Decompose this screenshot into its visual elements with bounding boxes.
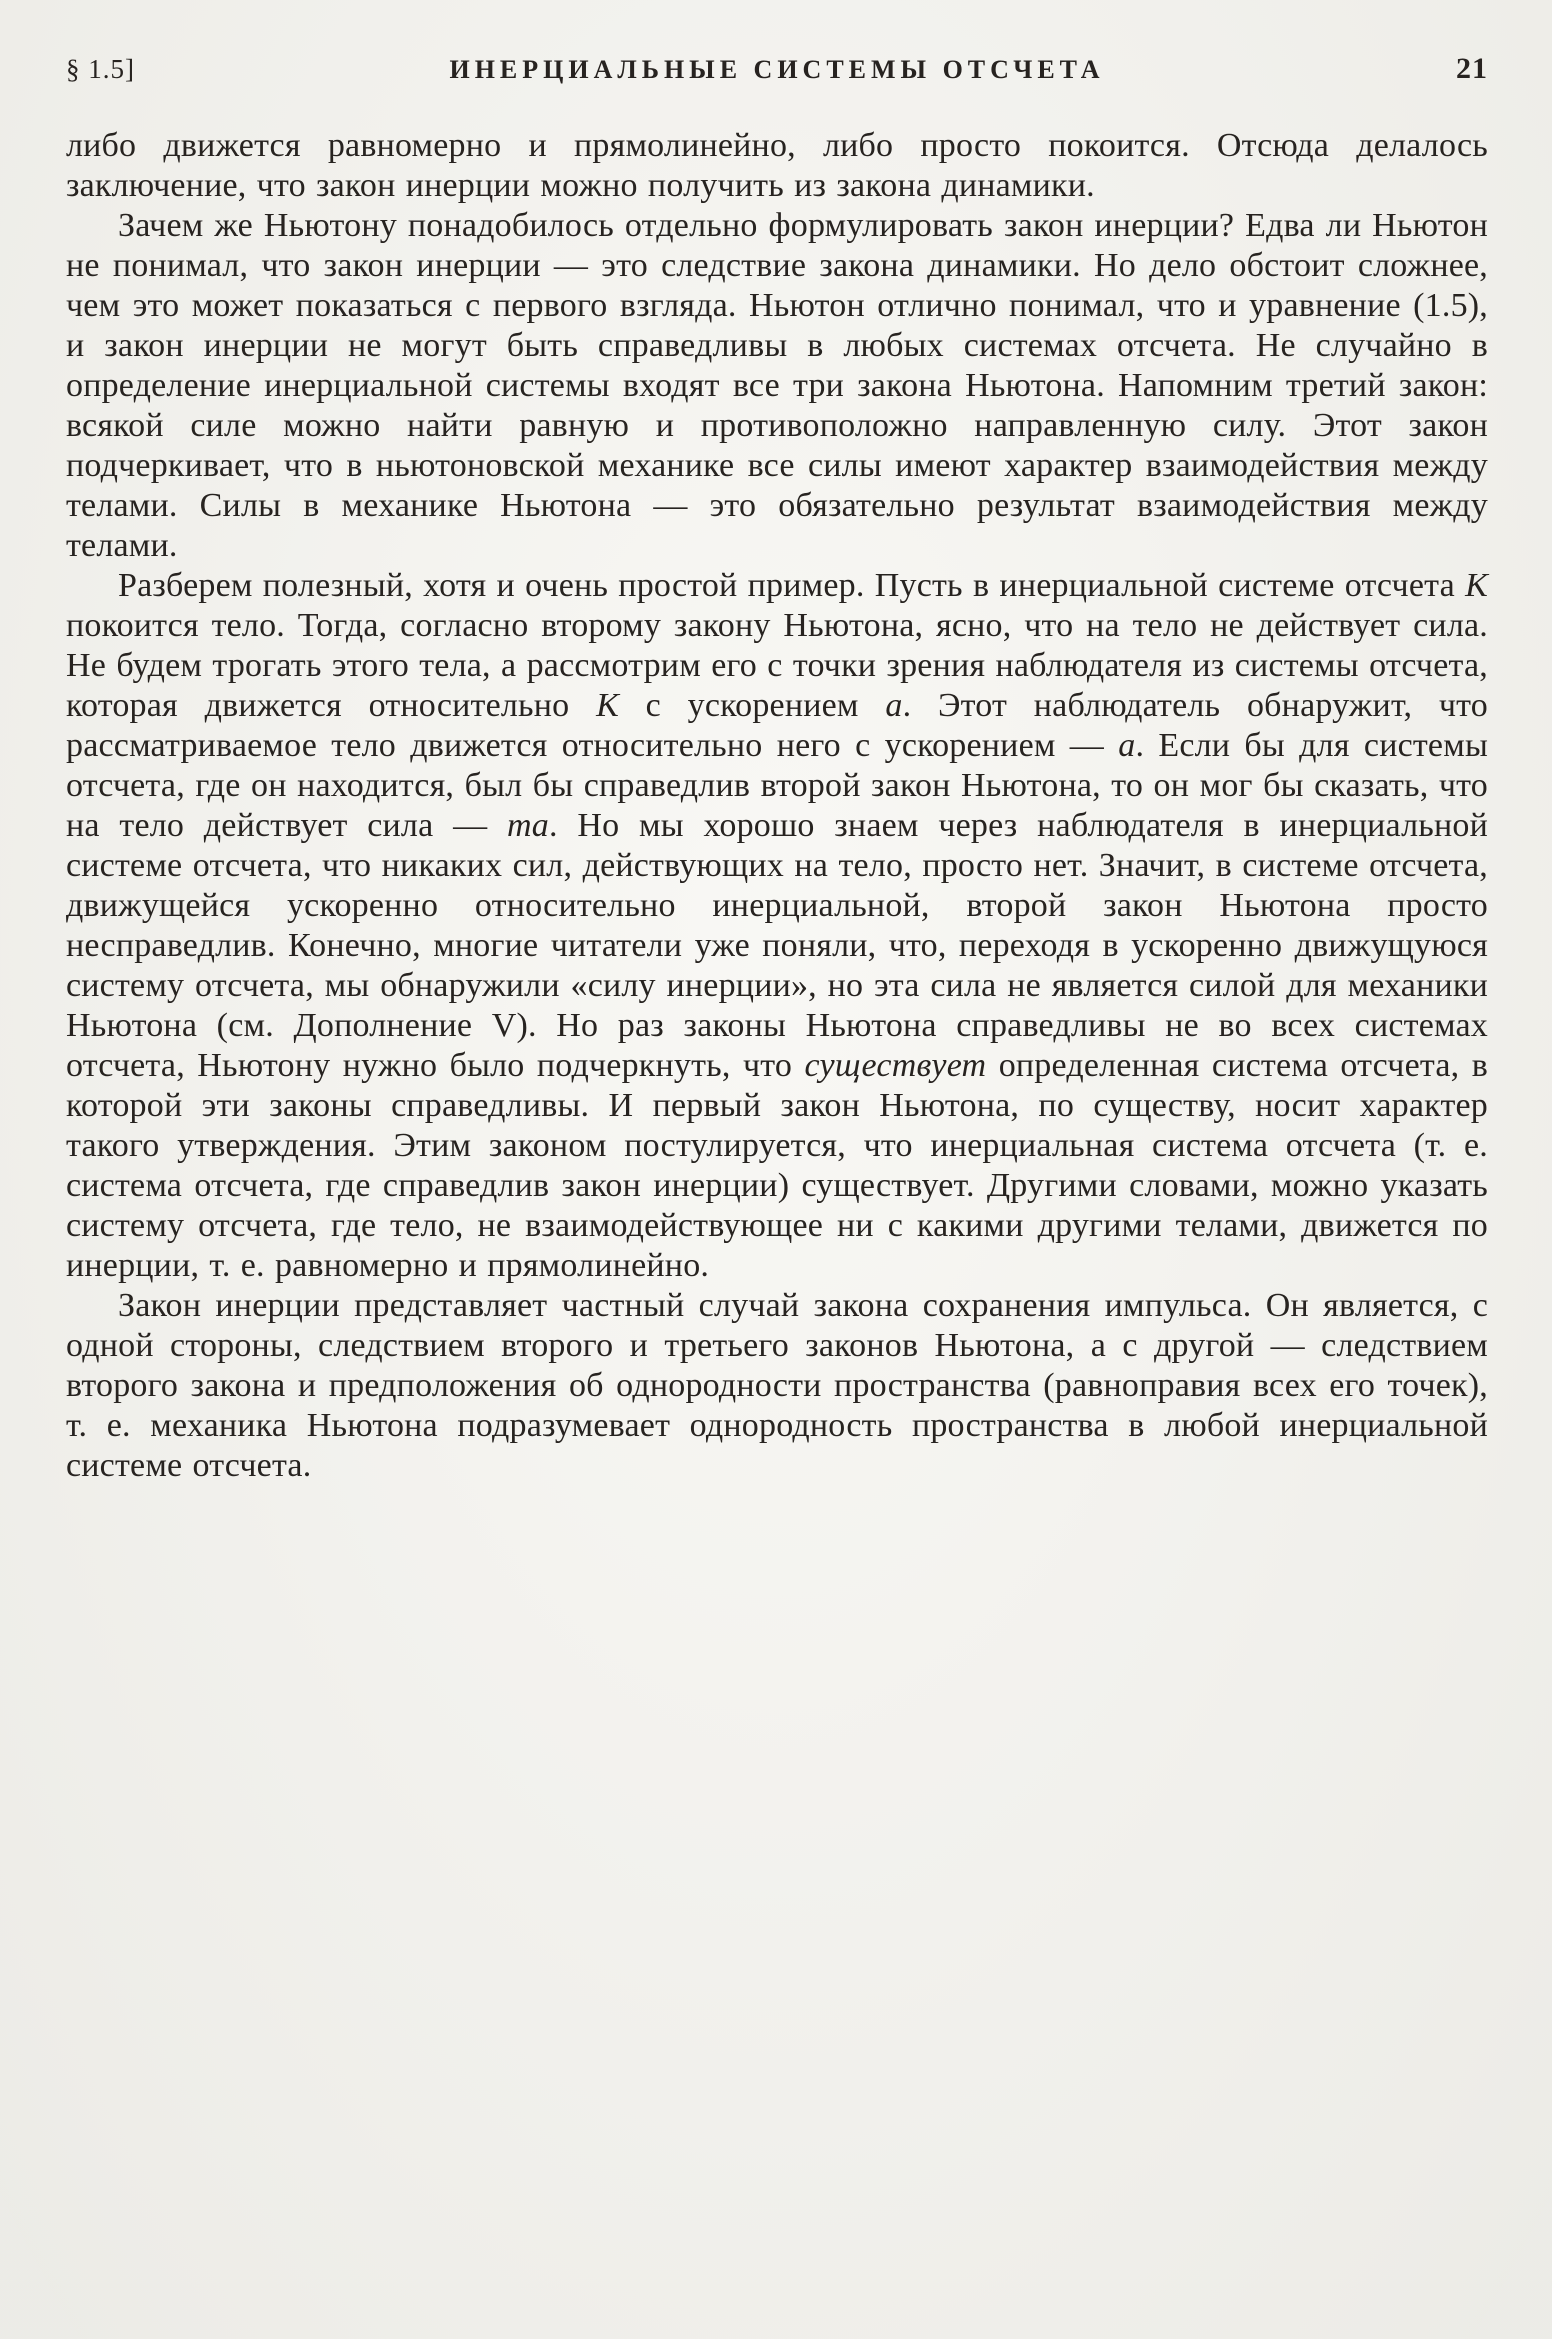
- text-run: определенная система отсчета, в которой эти законы справедливы. И первый закон Ньютона, по существу, носит характер такого утверждения. Этим законом постулируется, что инерциальная система отсчета (т. е. система отсчета, где справедлив закон инерции) существует. Другими словами, можно указать систему отсчета, где тело, не взаимодействующее ни с какими другими телами, движется по инерции, т. е. равномерно и прямолинейно.: [66, 1047, 1488, 1284]
- italic-text-run: K: [1465, 567, 1488, 604]
- text-run: . Но мы хорошо знаем через наблюдателя в инерциальной системе отсчета, что никаких сил, действующих на тело, просто нет. Значит, в системе отсчета, движущейся ускоренно относительно инерциальной, второй закон Ньютона просто несправедлив. Конечно, многие читатели уже поняли, что, переходя в ускоренно движущуюся систему отсчета, мы обнаружили «силу инерции», но эта сила не является силой для механики Ньютона (см. Дополнение V). Но раз законы Ньютона справедливы не во всех системах отсчета, Ньютону нужно было подчеркнуть, что: [66, 807, 1488, 1084]
- italic-text-run: a: [1118, 727, 1136, 764]
- page-number: 21: [1456, 52, 1488, 85]
- text-run: Закон инерции представляет частный случай закона сохранения импульса. Он является, с одной стороны, следствием второго и третьего законов Ньютона, а с другой — следствием второго закона и предположения об однородности пространства (равноправия всех его точек), т. е. механика Ньютона подразумевает однородность пространства в любой инерциальной системе отсчета.: [66, 1287, 1488, 1484]
- section-marker: § 1.5]: [66, 54, 135, 84]
- italic-text-run: a: [885, 687, 903, 724]
- text-run: Разберем полезный, хотя и очень простой пример. Пусть в инерциальной системе отсчета: [118, 567, 1466, 604]
- page-header: [66, 52, 1488, 86]
- text-run: с ускорением: [618, 687, 886, 724]
- paragraph-2: [66, 206, 1488, 566]
- italic-text-run: ma: [507, 807, 549, 844]
- text-run: . Этот наблюдатель обнаружит, что рассматриваемое тело движется относительно него с ускорением —: [66, 687, 1488, 764]
- italic-text-run: K: [596, 687, 619, 724]
- paragraph-3: [66, 566, 1488, 1286]
- text-run: Зачем же Ньютону понадобилось отдельно формулировать закон инерции? Едва ли Ньютон не понимал, что закон инерции — это следствие закона динамики. Но дело обстоит сложнее, чем это может показаться с первого взгляда. Ньютон отлично понимал, что и уравнение (1.5), и закон инерции не могут быть справедливы в любых системах отсчета. Не случайно в определение инерциальной системы входят все три закона Ньютона. Напомним третий закон: всякой силе можно найти равную и противоположно направленную силу. Этот закон подчеркивает, что в ньютоновской механике все силы имеют характер взаимодействия между телами. Силы в механике Ньютона — это обязательно результат взаимодействия между телами.: [66, 207, 1488, 564]
- page-body: [66, 126, 1488, 1486]
- paragraph-1: [66, 126, 1488, 206]
- running-title: ИНЕРЦИАЛЬНЫЕ СИСТЕМЫ ОТСЧЕТА: [449, 55, 1105, 84]
- italic-text-run: существует: [804, 1047, 987, 1084]
- text-run: покоится тело. Тогда, согласно второму закону Ньютона, ясно, что на тело не действует сила. Не будем трогать этого тела, а рассмотрим его с точки зрения наблюдателя из системы отсчета, которая движется относительно: [66, 607, 1488, 724]
- paragraph-4: [66, 1286, 1488, 1486]
- text-run: . Если бы для системы отсчета, где он находится, был бы справедлив второй закон Ньютона, то он мог бы сказать, что на тело действует сила —: [66, 727, 1488, 844]
- text-run: либо движется равномерно и прямолинейно, либо просто покоится. Отсюда делалось заключение, что закон инерции можно получить из закона динамики.: [66, 127, 1488, 204]
